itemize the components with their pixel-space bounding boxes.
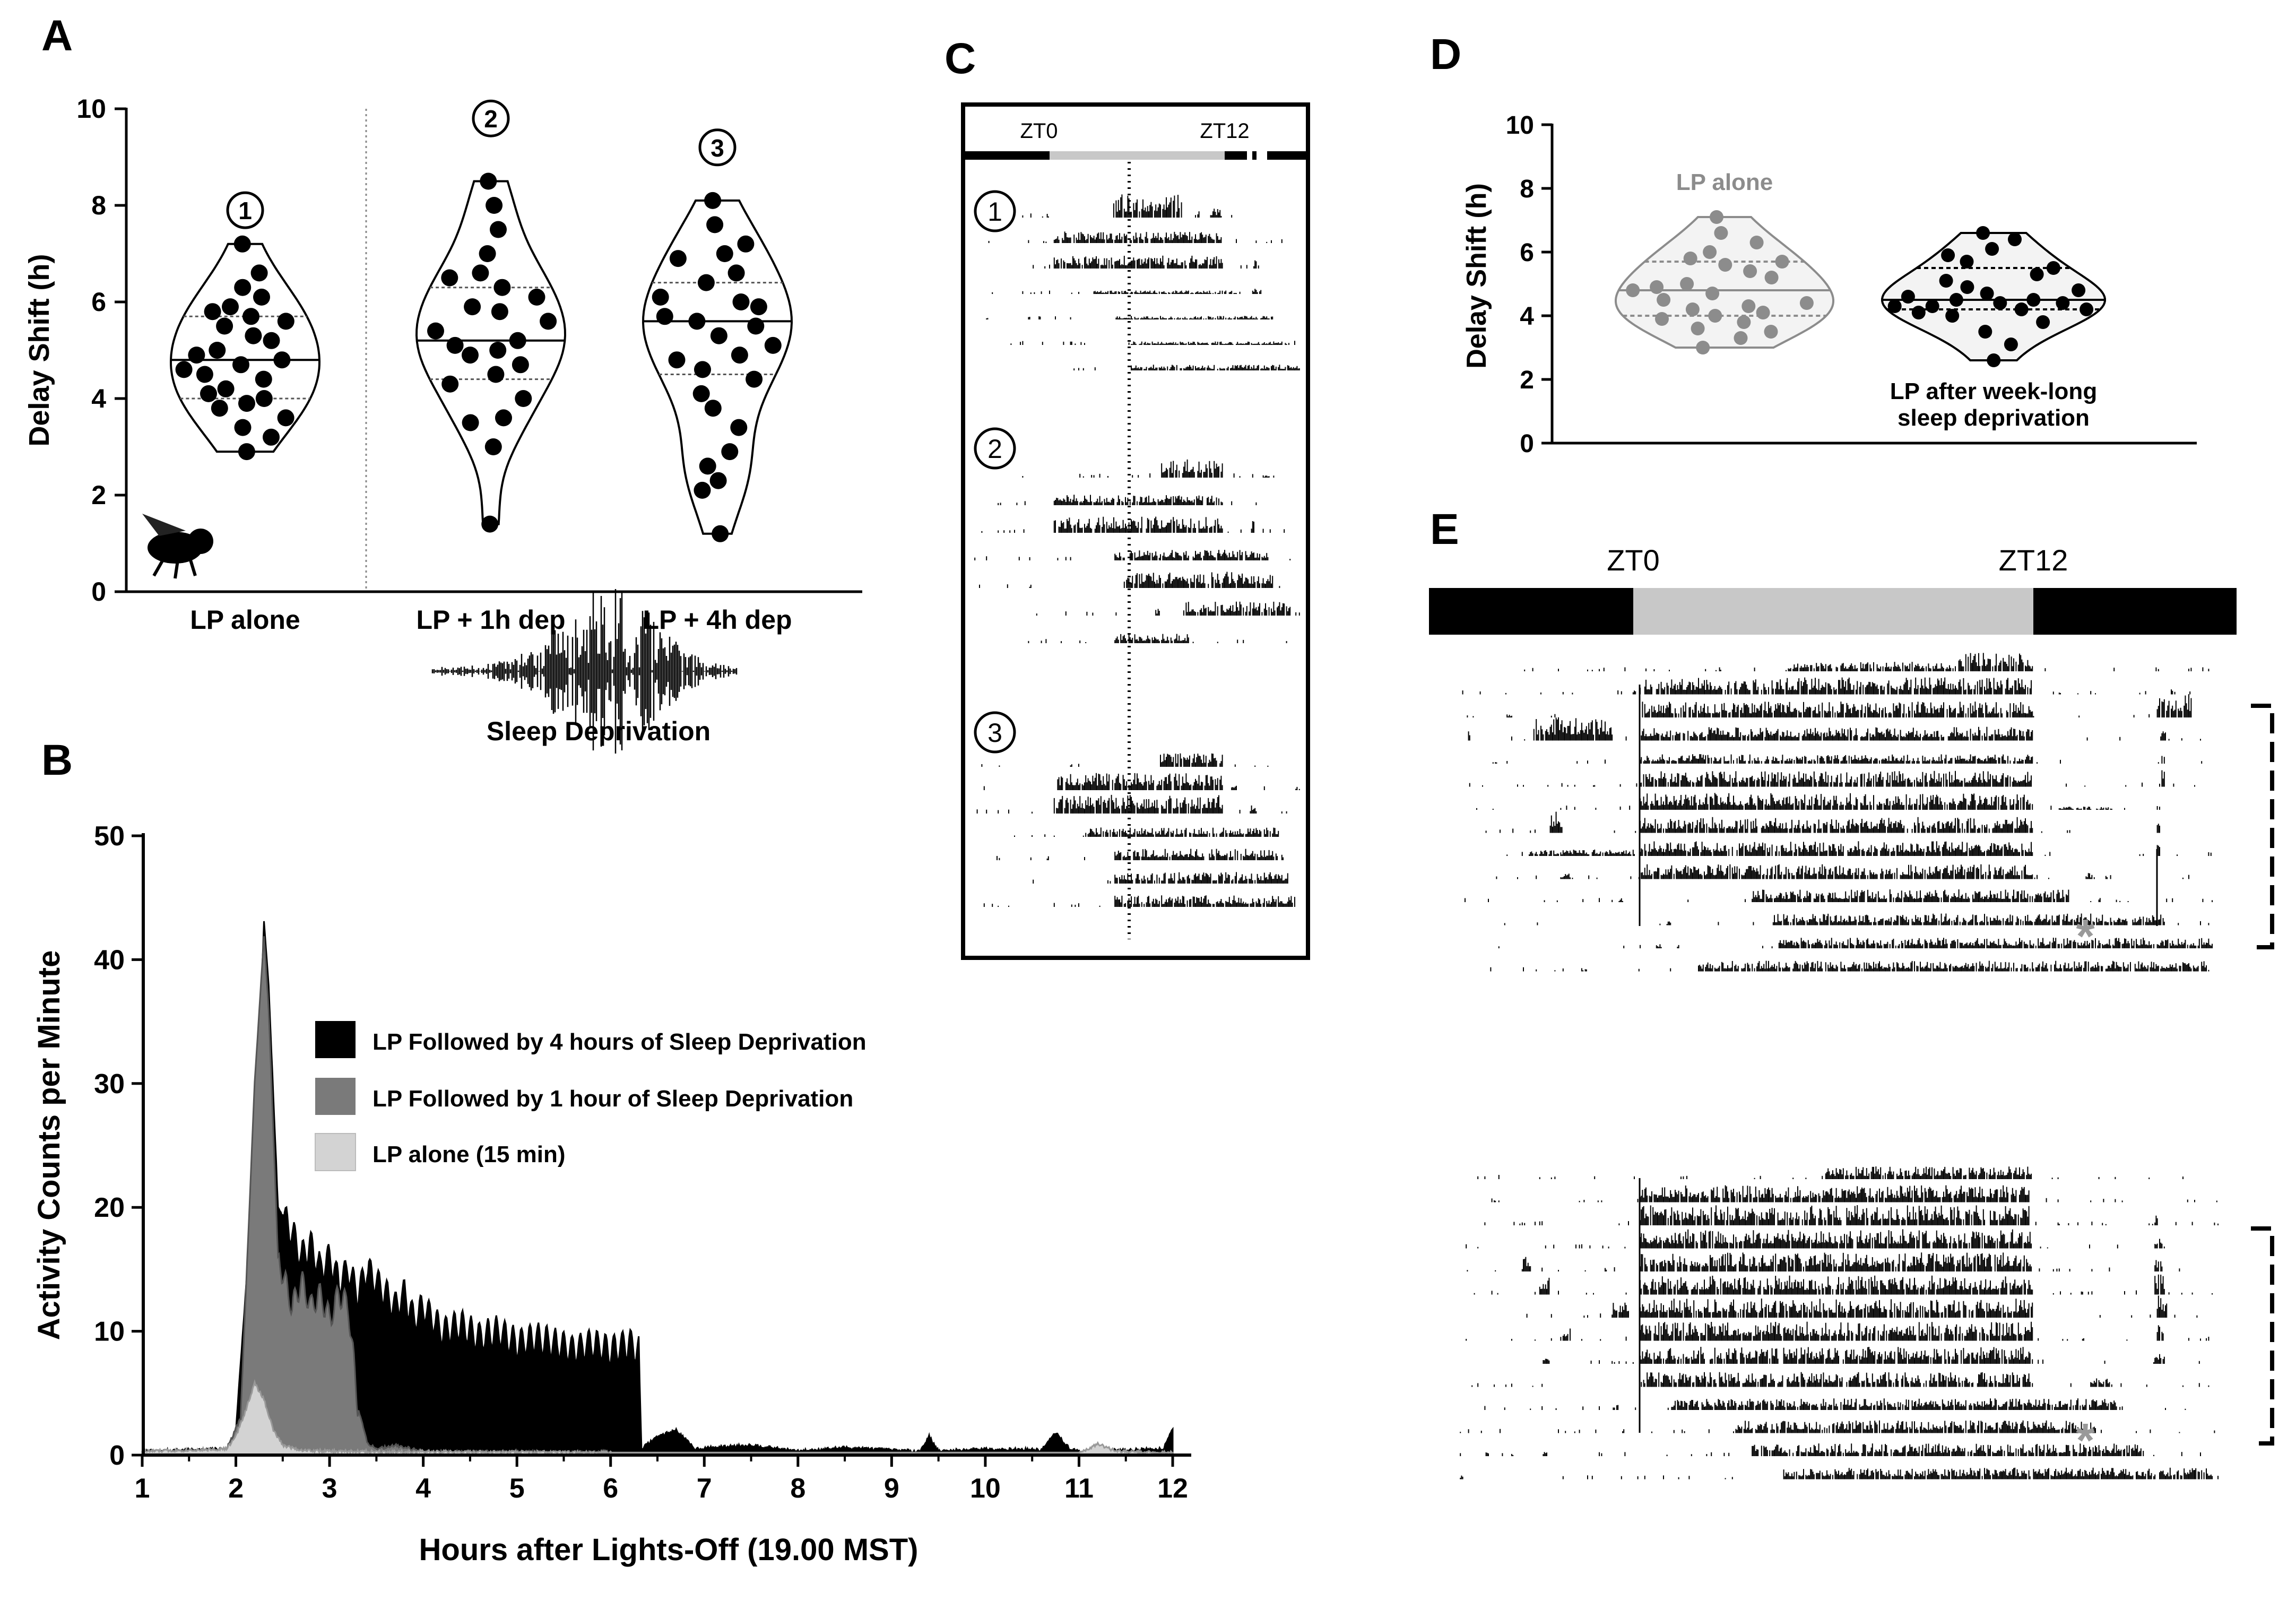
actogram-row — [982, 754, 1268, 767]
actogram-row — [980, 572, 1279, 589]
actogram-row — [1460, 1421, 2214, 1433]
violin-1-point — [1655, 312, 1669, 326]
actogram-row — [1011, 341, 1295, 345]
violin-1-point — [256, 390, 273, 407]
violin-2-point — [479, 245, 496, 262]
violin-2-point — [462, 414, 479, 431]
x-tick-label: 1 — [134, 1473, 150, 1504]
violin-2-point — [1888, 299, 1902, 313]
y-tick-label: 40 — [94, 945, 125, 976]
y-tick-label: 8 — [1520, 175, 1534, 203]
panel-letter-d: D — [1430, 30, 1462, 79]
x-axis-label: Hours after Lights-Off (19.00 MST) — [419, 1533, 919, 1567]
violin-1-point — [235, 419, 252, 436]
actogram-row — [1485, 1205, 2218, 1225]
actogram-row — [1037, 602, 1299, 616]
violin-2-point — [1993, 296, 2007, 310]
x-tick-label: 9 — [883, 1473, 899, 1504]
x-tick-label: 12 — [1157, 1473, 1188, 1504]
x-tick-label: 5 — [509, 1473, 525, 1504]
violin-1-point — [1691, 322, 1705, 335]
violin-1-point — [1708, 309, 1722, 323]
actogram-row — [1486, 812, 2160, 833]
violin-1-point — [200, 385, 217, 402]
panel-b-area-chart — [32, 821, 1191, 1567]
violin-2-point — [1926, 299, 1939, 313]
legend-swatch — [315, 1078, 356, 1115]
violin-1-point — [242, 308, 259, 325]
lighting-bar-light — [1633, 588, 2033, 635]
violin-1-point — [1775, 255, 1789, 269]
legend-label: LP Followed by 1 hour of Sleep Deprivation — [372, 1086, 854, 1112]
actogram-row — [1466, 1322, 2208, 1341]
group-marker-number: 1 — [238, 197, 252, 225]
group-marker-number: 3 — [987, 718, 1002, 748]
violin-3-point — [706, 216, 723, 233]
violin-3-point — [710, 472, 727, 489]
y-tick-label: 10 — [76, 94, 106, 124]
zt0-label: ZT0 — [1020, 119, 1058, 143]
violin-3-point — [652, 289, 669, 306]
actogram-row — [1499, 938, 2212, 948]
x-category-label: LP + 4h dep — [643, 605, 792, 635]
y-tick-label: 20 — [94, 1192, 125, 1224]
actogram-row — [1460, 1468, 2218, 1479]
actogram-row — [1496, 864, 2189, 879]
violin-3-point — [733, 293, 750, 310]
violin-1-point — [1743, 264, 1757, 278]
actogram-row — [986, 316, 1272, 319]
violin-1-point — [234, 279, 251, 296]
violin-3-point — [699, 457, 716, 474]
actogram-row — [998, 495, 1256, 505]
lighting-bar-dark — [1429, 588, 1633, 635]
x-category-label: LP + 1h dep — [416, 605, 566, 635]
violin-1-point — [1800, 296, 1814, 310]
violin-1-point — [1626, 283, 1640, 297]
actogram-row — [989, 231, 1282, 243]
violin-1-point — [196, 366, 213, 383]
actogram-row — [984, 895, 1295, 907]
violin-2-point — [490, 221, 507, 238]
violin-1-point — [1750, 236, 1764, 249]
violin-1-point — [234, 236, 251, 253]
actogram-row — [1470, 771, 2195, 787]
violin-3-point — [728, 264, 745, 281]
actogram-row — [1463, 678, 2190, 695]
actogram-row — [1524, 653, 2208, 671]
actogram-row — [1033, 872, 1288, 884]
actogram-row — [1469, 717, 2200, 741]
actogram-row — [1507, 841, 2211, 856]
violin-1-point — [204, 303, 221, 320]
violin-2-point — [1960, 255, 1974, 269]
violin-2-point — [485, 438, 502, 455]
violin-2-point — [462, 347, 479, 364]
violin-3-point — [765, 337, 782, 354]
violin-3-point — [747, 318, 764, 335]
violin-1-point — [222, 298, 239, 315]
violin-1-point — [263, 429, 280, 446]
actogram-row — [1472, 1372, 2208, 1387]
violin-3-point — [688, 313, 705, 330]
sleep-deprivation-label: Sleep Deprivation — [486, 716, 711, 746]
violin-3-point — [694, 361, 711, 378]
violin-3-point — [656, 308, 673, 325]
violin-1-point — [253, 289, 270, 306]
violin-2-point — [2080, 302, 2093, 316]
panel-letter-e: E — [1430, 505, 1459, 553]
violin-2-point — [481, 516, 498, 533]
violin-3-point — [716, 245, 733, 262]
actogram-row — [1527, 1295, 2197, 1318]
violin-3-point — [693, 385, 710, 402]
violin-1-point — [1734, 331, 1748, 345]
violin-2-point — [2026, 293, 2040, 307]
violin-2-point — [1978, 325, 1992, 339]
fly-icon — [142, 514, 213, 578]
x-tick-label: 10 — [969, 1473, 1001, 1504]
group-marker-number: 2 — [987, 434, 1002, 464]
y-tick-label: 50 — [94, 821, 125, 852]
actogram-row — [1465, 889, 2212, 902]
lighting-bar-dark — [1252, 151, 1257, 160]
lighting-bar-light — [1050, 151, 1225, 160]
zt12-label: ZT12 — [1998, 543, 2068, 577]
y-tick-label: 0 — [109, 1440, 125, 1471]
lighting-bar-dark — [1225, 151, 1247, 160]
y-axis-label: Delay Shift (h) — [23, 254, 55, 447]
violin-2-point — [509, 332, 526, 349]
deprivation-bracket — [2251, 706, 2272, 947]
violin-2-point — [2030, 267, 2044, 281]
violin-1-point — [216, 318, 233, 335]
violin-2-point — [441, 270, 458, 287]
actogram-row — [1492, 1186, 2217, 1202]
violin-3-point — [705, 400, 722, 417]
violin-1-point — [1680, 277, 1694, 291]
violin-2-point — [540, 313, 557, 330]
actogram-row — [1466, 1230, 2164, 1249]
legend-swatch — [315, 1021, 356, 1058]
panel-e-actogram — [1429, 543, 2272, 1479]
violin-2-point — [486, 197, 502, 214]
violin-2-point — [1960, 280, 1974, 294]
actogram-row — [1033, 256, 1259, 269]
legend-label: LP alone (15 min) — [372, 1141, 566, 1167]
violin-3-point — [730, 419, 747, 436]
violin-1-point — [1686, 302, 1700, 316]
violin-2-point — [1987, 353, 2000, 367]
violin-2-point — [2036, 315, 2050, 329]
x-category-label: LP alone — [190, 605, 300, 635]
actogram-row — [1475, 1275, 2212, 1295]
area-series-2 — [142, 936, 1173, 1455]
x-tick-label: 2 — [228, 1473, 244, 1504]
y-tick-label: 10 — [94, 1316, 125, 1347]
lighting-bar-dark — [2033, 588, 2237, 635]
label-line-2: sleep deprivation — [1898, 405, 2090, 431]
violin-1-point — [1657, 293, 1670, 307]
y-tick-label: 6 — [1520, 239, 1534, 267]
category-label-lp-alone: LP alone — [1676, 169, 1773, 195]
violin-3-point — [712, 525, 729, 542]
zt0-label: ZT0 — [1607, 543, 1660, 577]
violin-1-point — [1703, 245, 1717, 259]
actogram-row — [975, 550, 1290, 560]
violin-2-point — [512, 356, 529, 373]
violin-3-point — [669, 351, 686, 368]
x-tick-label: 8 — [790, 1473, 806, 1504]
actogram-row — [1485, 1398, 2185, 1410]
legend-label: LP Followed by 4 hours of Sleep Deprivation — [372, 1029, 867, 1055]
fly-head-shape — [188, 529, 213, 554]
actogram-row — [1543, 1347, 2199, 1364]
violin-1-point — [1718, 258, 1732, 272]
violin-1-point — [1650, 280, 1663, 294]
y-tick-label: 30 — [94, 1068, 125, 1100]
violin-2-point — [472, 264, 489, 281]
violin-2-point — [441, 376, 458, 393]
violin-1-point — [211, 400, 228, 417]
violin-1-point — [176, 361, 193, 378]
violin-1-point — [255, 371, 272, 388]
violin-2-point — [1912, 306, 1926, 319]
actogram-row — [984, 773, 1299, 790]
violin-3-point — [711, 327, 727, 344]
violin-2-point — [1980, 287, 1994, 300]
actogram-row — [1023, 460, 1273, 478]
violin-1-point — [218, 380, 235, 397]
y-tick-label: 10 — [1505, 111, 1534, 140]
group-marker-number: 1 — [987, 197, 1002, 227]
violin-3-point — [737, 236, 754, 253]
violin-2-point — [1985, 242, 1999, 256]
lighting-bar-dark — [1267, 151, 1306, 160]
actogram-row — [982, 517, 1284, 533]
violin-2-point — [1950, 293, 1963, 307]
lighting-bar-dark — [965, 151, 1050, 160]
x-tick-label: 3 — [322, 1473, 337, 1504]
actogram-row — [1505, 914, 2209, 925]
violin-2-point — [495, 409, 512, 426]
label-line-1: LP after week-long — [1890, 378, 2098, 404]
group-marker-number: 3 — [711, 134, 724, 162]
violin-1-point — [263, 332, 280, 349]
actogram-row — [1478, 1166, 2183, 1179]
category-label-lp-after-deprivation — [1890, 378, 2097, 431]
violin-2-point — [1976, 226, 1990, 240]
violin-2-point — [2008, 232, 2022, 246]
violin-1-point — [1710, 210, 1723, 224]
violin-2-point — [2047, 261, 2060, 275]
violin-3-point — [704, 192, 721, 209]
y-tick-label: 6 — [91, 287, 106, 317]
violin-2-point — [2072, 283, 2085, 297]
violin-1-point — [188, 347, 205, 364]
actogram-row — [1028, 634, 1286, 644]
violin-1-point — [1737, 315, 1751, 329]
violin-2-point — [427, 323, 444, 340]
violin-2-point — [480, 173, 497, 190]
y-tick-label: 0 — [91, 577, 106, 607]
violin-2-point — [487, 366, 504, 383]
violin-1-point — [1756, 306, 1770, 319]
actogram-row — [1074, 365, 1299, 370]
violin-2-point — [464, 298, 481, 315]
violin-2-point — [528, 289, 545, 306]
deprivation-bracket — [2251, 1228, 2272, 1443]
violin-3-point — [721, 443, 738, 460]
x-tick-label: 4 — [415, 1473, 431, 1504]
violin-2-point — [2004, 338, 2018, 351]
asterisk-marker: * — [2076, 910, 2095, 963]
violin-1-point — [1696, 341, 1710, 354]
violin-1-point — [1705, 287, 1719, 300]
violin-2-point — [515, 390, 532, 407]
panel-letter-a: A — [41, 12, 73, 60]
violin-2-point — [1941, 248, 1955, 262]
violin-2-point — [493, 279, 510, 296]
violin-1-point — [1764, 325, 1778, 339]
violin-2-point — [2056, 296, 2069, 310]
actogram-row — [1491, 961, 2208, 972]
actogram-row — [1467, 1252, 2179, 1271]
actogram-row — [977, 795, 1287, 814]
panel-a-violin-chart — [23, 94, 862, 754]
x-tick-label: 11 — [1064, 1473, 1094, 1504]
y-tick-label: 4 — [1520, 302, 1534, 331]
violin-1-point — [278, 313, 294, 330]
actogram-row — [1467, 694, 2191, 717]
x-tick-label: 7 — [696, 1473, 712, 1504]
group-marker-number: 2 — [484, 105, 498, 133]
violin-1-point — [278, 409, 294, 426]
violin-3-point — [698, 274, 715, 291]
y-axis-label: Activity Counts per Minute — [32, 950, 66, 1340]
violin-3-point — [746, 371, 763, 388]
asterisk-marker: * — [2076, 1414, 2095, 1467]
y-tick-label: 4 — [91, 384, 106, 413]
violin-1-point — [1765, 271, 1779, 284]
panel-letter-c: C — [945, 34, 976, 83]
actogram-row — [1493, 754, 2202, 764]
violin-2-point — [1939, 274, 1953, 288]
actogram-row — [1477, 793, 2160, 810]
violin-3-point — [731, 347, 748, 364]
panel-c-actogram — [963, 105, 1308, 958]
violin-2-point — [1901, 290, 1915, 304]
violin-1-point — [238, 395, 255, 412]
violin-1-point — [251, 264, 268, 281]
violin-1-point — [245, 327, 262, 344]
violin-2-point — [2015, 302, 2029, 316]
violin-3-point — [750, 298, 767, 315]
zt12-label: ZT12 — [1200, 119, 1250, 143]
violin-2-point — [1945, 309, 1959, 323]
violin-3-point — [670, 250, 687, 267]
violin-1-point — [273, 351, 290, 368]
violin-2-point — [447, 337, 464, 354]
y-tick-label: 2 — [91, 480, 106, 510]
y-axis-label: Delay Shift (h) — [1461, 183, 1492, 369]
actogram-row — [1023, 194, 1232, 218]
violin-1-point — [1714, 226, 1728, 240]
actogram-row — [997, 849, 1283, 861]
violin-1-point — [1742, 299, 1755, 313]
x-tick-label: 6 — [603, 1473, 619, 1504]
violin-1-point — [1684, 252, 1697, 265]
actogram-row — [1015, 827, 1278, 837]
actogram-row — [992, 289, 1261, 294]
violin-3-point — [694, 482, 711, 499]
violin-2-point — [491, 303, 508, 320]
violin-1-point — [209, 342, 226, 359]
panel-d-violin-chart — [1461, 111, 2197, 458]
violin-1-point — [238, 443, 255, 460]
violin-2-point — [489, 342, 506, 359]
y-tick-label: 8 — [91, 191, 106, 220]
violin-1-point — [232, 356, 249, 373]
y-tick-label: 0 — [1520, 430, 1534, 458]
legend-swatch — [315, 1134, 356, 1171]
panel-letter-b: B — [41, 736, 73, 784]
y-tick-label: 2 — [1520, 366, 1534, 394]
